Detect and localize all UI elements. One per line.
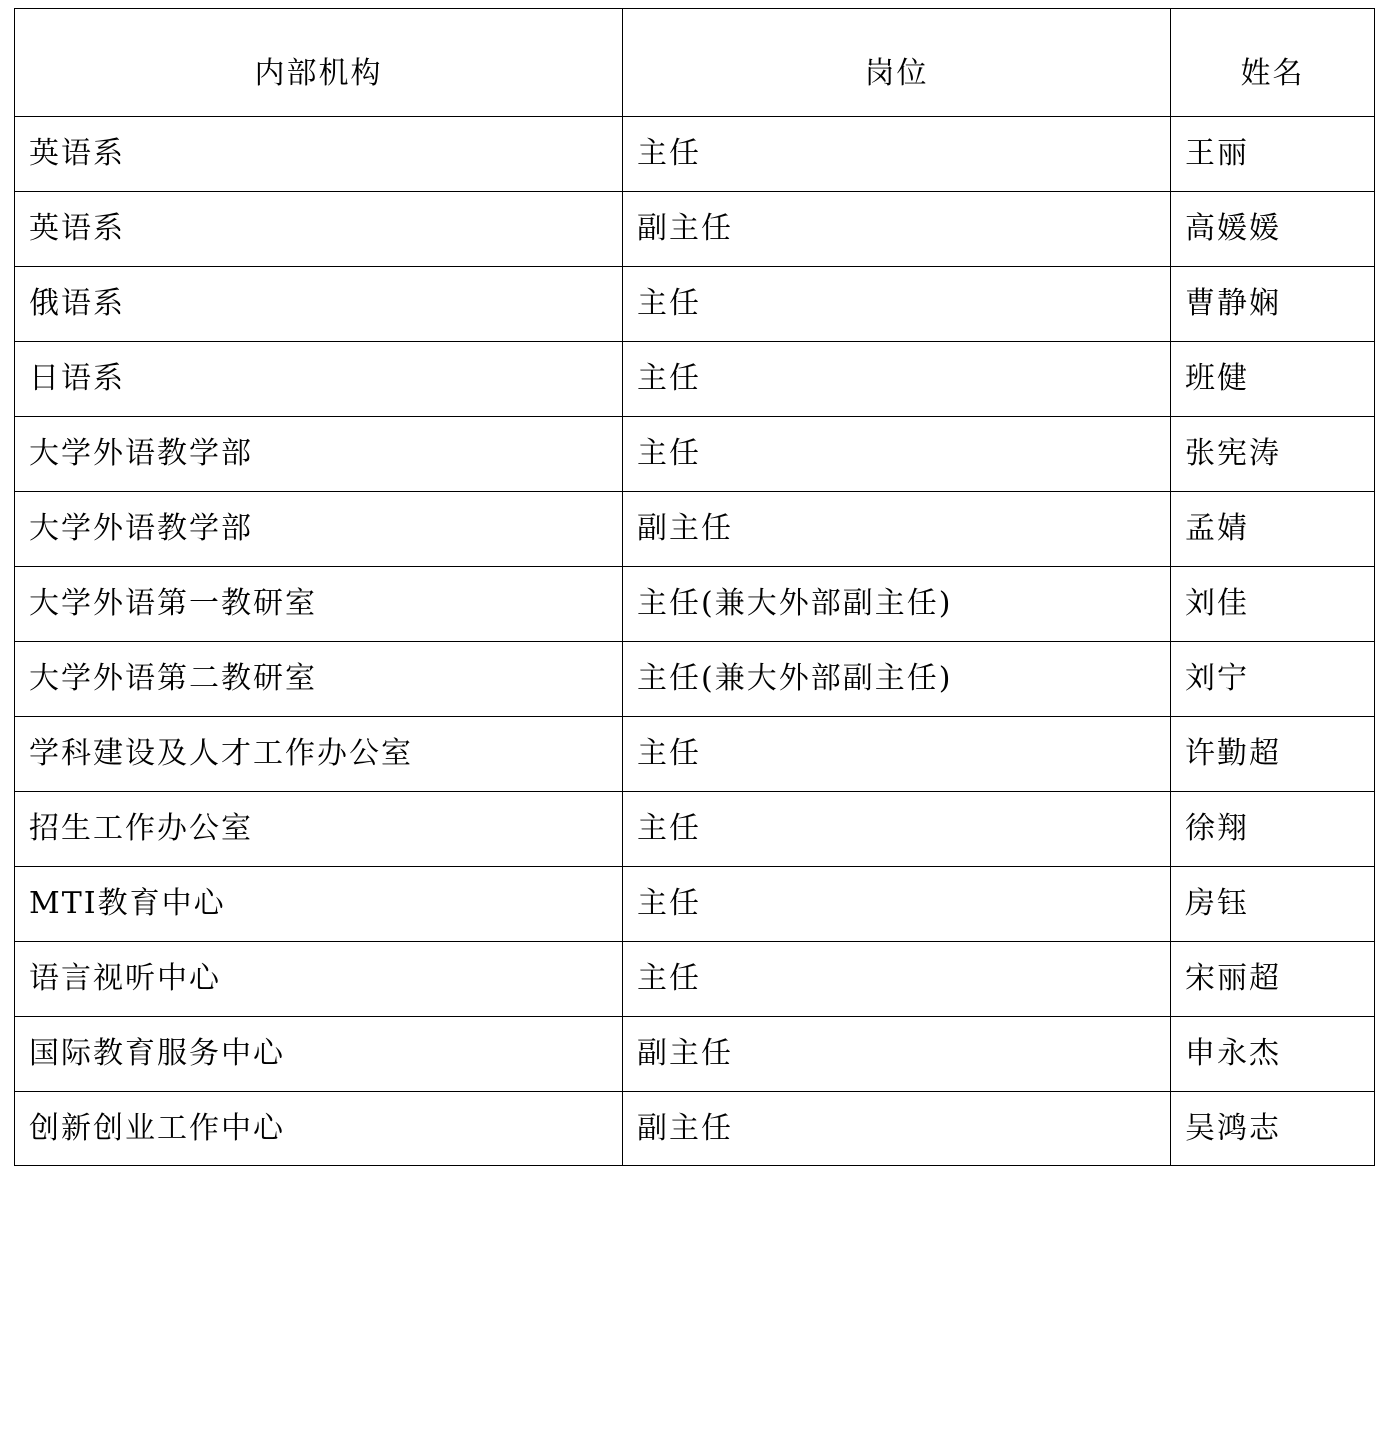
table-row <box>15 792 1375 867</box>
cell-organization: 学科建设及人才工作办公室 <box>15 717 623 792</box>
table-row <box>15 1017 1375 1092</box>
table-row <box>15 867 1375 942</box>
cell-organization: 日语系 <box>15 342 623 417</box>
column-header-organization: 内部机构 <box>15 9 623 117</box>
cell-name: 吴鸿志 <box>1171 1092 1375 1166</box>
column-header-position: 岗位 <box>623 9 1171 117</box>
cell-name: 班健 <box>1171 342 1375 417</box>
table-row <box>15 1092 1375 1166</box>
cell-organization: 大学外语教学部 <box>15 417 623 492</box>
cell-position: 主任 <box>623 342 1171 417</box>
cell-name: 刘宁 <box>1171 642 1375 717</box>
cell-position: 主任 <box>623 417 1171 492</box>
organization-staff-table <box>14 8 1375 1166</box>
cell-organization: 国际教育服务中心 <box>15 1017 623 1092</box>
cell-organization: 英语系 <box>15 192 623 267</box>
cell-position: 副主任 <box>623 1017 1171 1092</box>
table-row <box>15 267 1375 342</box>
cell-name: 张宪涛 <box>1171 417 1375 492</box>
cell-name: 房钰 <box>1171 867 1375 942</box>
table-header-row <box>15 9 1375 117</box>
cell-name: 宋丽超 <box>1171 942 1375 1017</box>
cell-organization: 大学外语第一教研室 <box>15 567 623 642</box>
cell-position: 主任(兼大外部副主任) <box>623 567 1171 642</box>
cell-organization: 大学外语第二教研室 <box>15 642 623 717</box>
cell-position: 主任 <box>623 117 1171 192</box>
column-header-name: 姓名 <box>1171 9 1375 117</box>
cell-name: 王丽 <box>1171 117 1375 192</box>
table-row <box>15 567 1375 642</box>
table-row <box>15 117 1375 192</box>
cell-position: 副主任 <box>623 1092 1171 1166</box>
cell-name: 许勤超 <box>1171 717 1375 792</box>
cell-organization: 招生工作办公室 <box>15 792 623 867</box>
cell-organization: 英语系 <box>15 117 623 192</box>
cell-position: 副主任 <box>623 492 1171 567</box>
table-row <box>15 492 1375 567</box>
cell-name: 刘佳 <box>1171 567 1375 642</box>
cell-name: 高媛媛 <box>1171 192 1375 267</box>
table-row <box>15 342 1375 417</box>
table-row <box>15 192 1375 267</box>
cell-position: 主任 <box>623 792 1171 867</box>
cell-name: 徐翔 <box>1171 792 1375 867</box>
table-body <box>15 117 1375 1166</box>
cell-name: 曹静娴 <box>1171 267 1375 342</box>
cell-organization: 创新创业工作中心 <box>15 1092 623 1166</box>
table-row <box>15 417 1375 492</box>
cell-position: 主任 <box>623 267 1171 342</box>
cell-organization: 语言视听中心 <box>15 942 623 1017</box>
cell-position: 主任 <box>623 717 1171 792</box>
cell-position: 副主任 <box>623 192 1171 267</box>
table-row <box>15 942 1375 1017</box>
cell-position: 主任 <box>623 867 1171 942</box>
cell-organization: 大学外语教学部 <box>15 492 623 567</box>
table-row <box>15 642 1375 717</box>
table-header <box>15 9 1375 117</box>
cell-position: 主任 <box>623 942 1171 1017</box>
cell-name: 孟婧 <box>1171 492 1375 567</box>
table-row <box>15 717 1375 792</box>
cell-organization: MTI教育中心 <box>15 867 623 942</box>
cell-position: 主任(兼大外部副主任) <box>623 642 1171 717</box>
cell-name: 申永杰 <box>1171 1017 1375 1092</box>
cell-organization: 俄语系 <box>15 267 623 342</box>
